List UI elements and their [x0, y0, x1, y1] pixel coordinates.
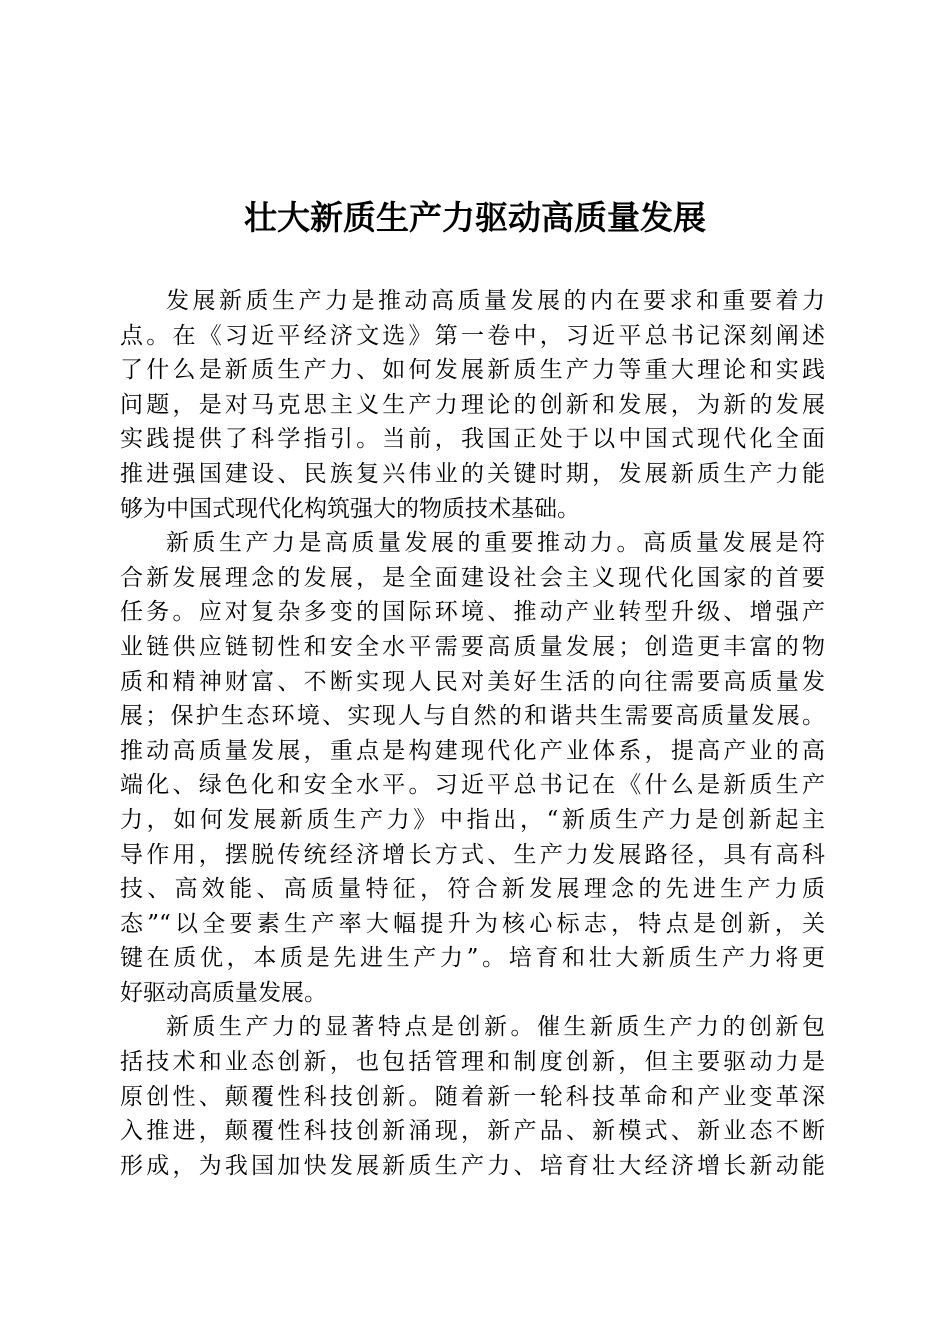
document-body [120, 284, 825, 1183]
paragraph-2-line-9: 力，如何发展新质生产力》中指出，“新质生产力是创新起主 [120, 806, 825, 833]
paragraph-1-line-2: 点。在《习近平经济文选》第一卷中，习近平总书记深刻阐述 [120, 322, 825, 349]
paragraph-2-line-13: 键在质优，本质是先进生产力”。培育和壮大新质生产力将更 [120, 945, 825, 972]
paragraph-3-line-1: 新质生产力的显著特点是创新。催生新质生产力的创新包 [166, 1014, 825, 1041]
paragraph-2-line-12: 态”“以全要素生产率大幅提升为核心标志，特点是创新，关 [120, 910, 825, 937]
paragraph-1-line-3: 了什么是新质生产力、如何发展新质生产力等重大理论和实践 [120, 357, 825, 384]
paragraph-2-line-6: 展；保护生态环境、实现人与自然的和谐共生需要高质量发展。 [120, 703, 825, 730]
paragraph-3-line-2: 括技术和业态创新，也包括管理和制度创新，但主要驱动力是 [120, 1049, 825, 1076]
paragraph-3-line-3: 原创性、颠覆性科技创新。随着新一轮科技革命和产业变革深 [120, 1083, 825, 1110]
document-title: 壮大新质生产力驱动高质量发展 [244, 198, 706, 237]
paragraph-2-line-10: 导作用，摆脱传统经济增长方式、生产力发展路径，具有高科 [120, 841, 825, 868]
paragraph-1-line-1: 发展新质生产力是推动高质量发展的内在要求和重要着力 [166, 288, 825, 314]
paragraph-1-line-6: 推进强国建设、民族复兴伟业的关键时期，发展新质生产力能 [120, 460, 825, 487]
paragraph-2-line-1: 新质生产力是高质量发展的重要推动力。高质量发展是符 [166, 530, 825, 557]
paragraph-2-line-14: 好驱动高质量发展。 [120, 979, 327, 1006]
paragraph-2-line-3: 任务。应对复杂多变的国际环境、推动产业转型升级、增强产 [120, 599, 825, 626]
paragraph-2-line-7: 推动高质量发展，重点是构建现代化产业体系，提高产业的高 [120, 737, 825, 764]
paragraph-1-line-7: 够为中国式现代化构筑强大的物质技术基础。 [120, 495, 580, 522]
paragraph-2-line-4: 业链供应链韧性和安全水平需要高质量发展；创造更丰富的物 [120, 633, 825, 660]
paragraph-2-line-11: 技、高效能、高质量特征，符合新发展理念的先进生产力质 [120, 876, 825, 903]
paragraph-2-line-8: 端化、绿色化和安全水平。习近平总书记在《什么是新质生产 [120, 772, 825, 799]
paragraph-3-line-4: 入推进，颠覆性科技创新涌现，新产品、新模式、新业态不断 [120, 1118, 825, 1145]
paragraph-3-line-5: 形成，为我国加快发展新质生产力、培育壮大经济增长新动能 [120, 1152, 825, 1179]
paragraph-1-line-5: 实践提供了科学指引。当前，我国正处于以中国式现代化全面 [120, 426, 825, 453]
paragraph-2-line-2: 合新发展理念的发展，是全面建设社会主义现代化国家的首要 [120, 564, 825, 591]
paragraph-1-line-4: 问题，是对马克思主义生产力理论的创新和发展，为新的发展 [120, 391, 825, 418]
paragraph-2-line-5: 质和精神财富、不断实现人民对美好生活的向往需要高质量发 [120, 668, 825, 695]
